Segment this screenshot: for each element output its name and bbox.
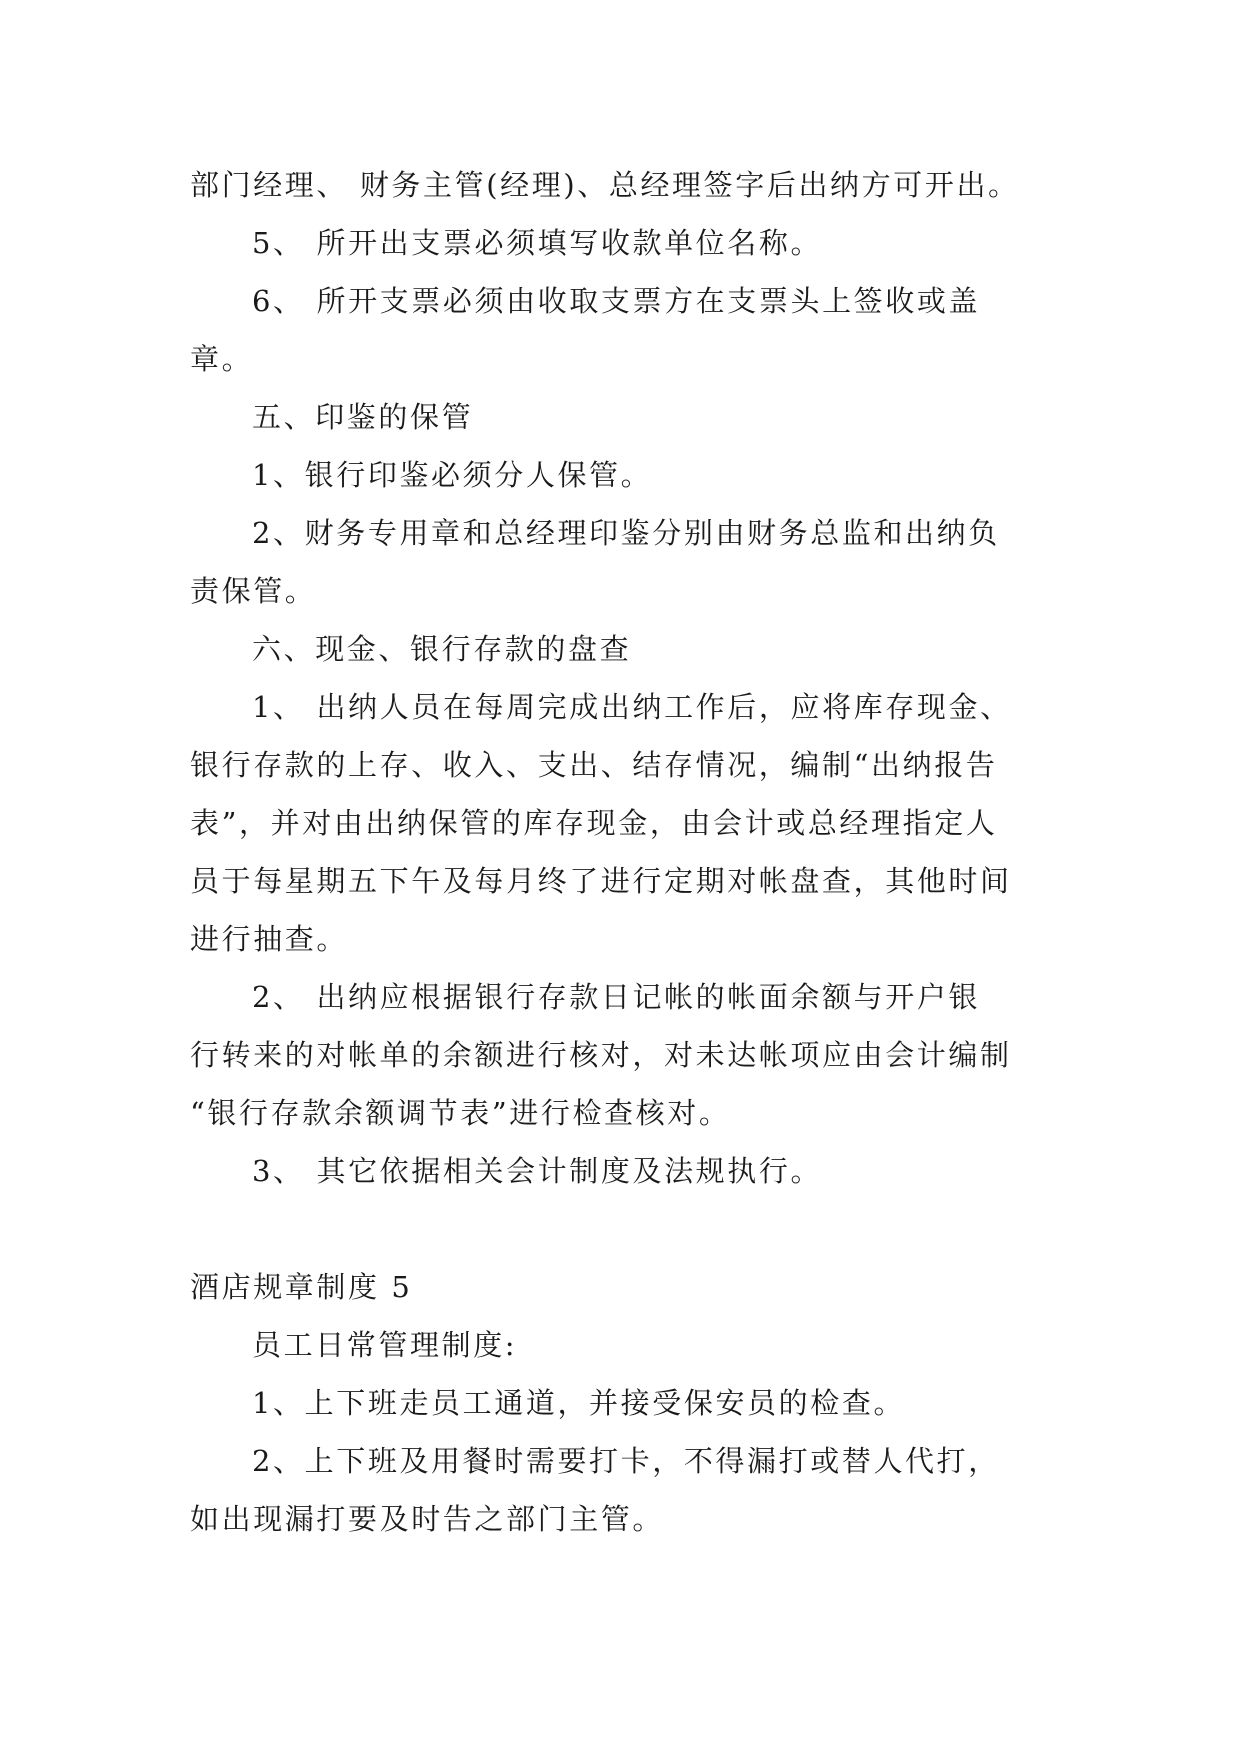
paragraph-line: 如出现漏打要及时告之部门主管。 xyxy=(190,1502,665,1536)
paragraph-line: 行转来的对帐单的余额进行核对，对未达帐项应由会计编制 xyxy=(190,1038,1012,1072)
paragraph-line: 2、上下班及用餐时需要打卡，不得漏打或替人代打， xyxy=(252,1444,1000,1478)
paragraph-line: “银行存款余额调节表”进行检查核对。 xyxy=(190,1096,731,1130)
paragraph-line: 五、印鉴的保管 xyxy=(252,400,474,434)
paragraph-line: 部门经理、 财务主管(经理)、总经理签字后出纳方可开出。 xyxy=(190,168,1020,202)
paragraph-line: 1、 出纳人员在每周完成出纳工作后，应将库存现金、 xyxy=(252,690,1012,724)
paragraph-line: 员工日常管理制度: xyxy=(252,1328,518,1362)
paragraph-line: 2、 出纳应根据银行存款日记帐的帐面余额与开户银 xyxy=(252,980,981,1014)
paragraph-line: 章。 xyxy=(190,342,254,376)
paragraph-line: 六、现金、银行存款的盘查 xyxy=(252,632,632,666)
paragraph-line: 1、上下班走员工通道，并接受保安员的检查。 xyxy=(252,1386,906,1420)
paragraph-line: 3、 其它依据相关会计制度及法规执行。 xyxy=(252,1154,823,1188)
section-gap xyxy=(190,1200,1070,1258)
paragraph-line: 员于每星期五下午及每月终了进行定期对帐盘查，其他时间 xyxy=(190,864,1012,898)
section-hotel-rules xyxy=(190,1258,1070,1548)
paragraph-line: 6、 所开支票必须由收取支票方在支票头上签收或盖 xyxy=(252,284,981,318)
paragraph-line: 2、财务专用章和总经理印鉴分别由财务总监和出纳负 xyxy=(252,516,1000,550)
paragraph-line: 1、银行印鉴必须分人保管。 xyxy=(252,458,653,492)
paragraph-line: 酒店规章制度 5 xyxy=(190,1270,413,1304)
section-finance xyxy=(190,156,1070,1200)
paragraph-line: 银行存款的上存、收入、支出、结存情况，编制“出纳报告 xyxy=(190,748,998,782)
paragraph-line: 进行抽查。 xyxy=(190,922,349,956)
document-body xyxy=(190,156,1070,1548)
paragraph-line: 责保管。 xyxy=(190,574,317,608)
paragraph-line: 5、 所开出支票必须填写收款单位名称。 xyxy=(252,226,823,260)
paragraph-line: 表”，并对由出纳保管的库存现金，由会计或总经理指定人 xyxy=(190,806,998,840)
